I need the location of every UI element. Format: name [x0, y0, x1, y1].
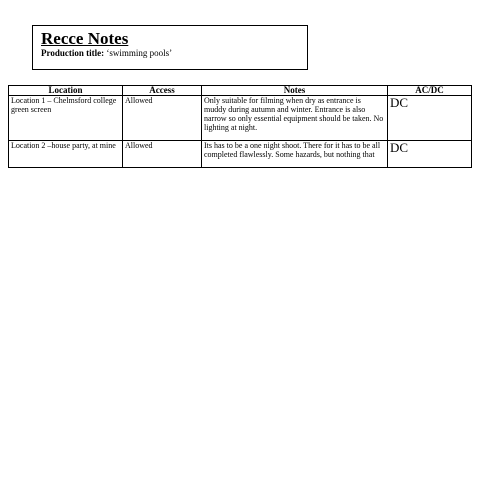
production-title-label: Production title:	[41, 47, 105, 58]
location-cell: Location 2 –house party, at mine	[9, 141, 123, 168]
access-cell: Allowed	[123, 141, 202, 168]
column-header-acdc: AC/DC	[388, 86, 472, 96]
acdc-cell: DC	[388, 96, 472, 141]
production-title-line	[41, 48, 172, 58]
location-cell: Location 1 – Chelmsford college green screen	[9, 96, 123, 141]
notes-cell: Its has to be a one night shoot. There for it has to be all completed flawlessly. Some hazards, but nothing that	[202, 141, 388, 168]
column-header-access: Access	[123, 86, 202, 96]
acdc-cell: DC	[388, 141, 472, 168]
column-header-notes: Notes	[202, 86, 388, 96]
notes-cell: Only suitable for filming when dry as entrance is muddy during autumn and winter. Entrance is also narrow so only essential equipment should be taken. No lighting at night.	[202, 96, 388, 141]
column-header-location: Location	[9, 86, 123, 96]
recce-table	[8, 85, 472, 168]
access-cell: Allowed	[123, 96, 202, 141]
table-header-row	[9, 86, 472, 96]
table-row	[9, 96, 472, 141]
production-title-value: ‘swimming pools’	[106, 47, 173, 58]
table-row	[9, 141, 472, 168]
title-box	[32, 25, 308, 70]
document-title: Recce Notes	[41, 29, 129, 48]
